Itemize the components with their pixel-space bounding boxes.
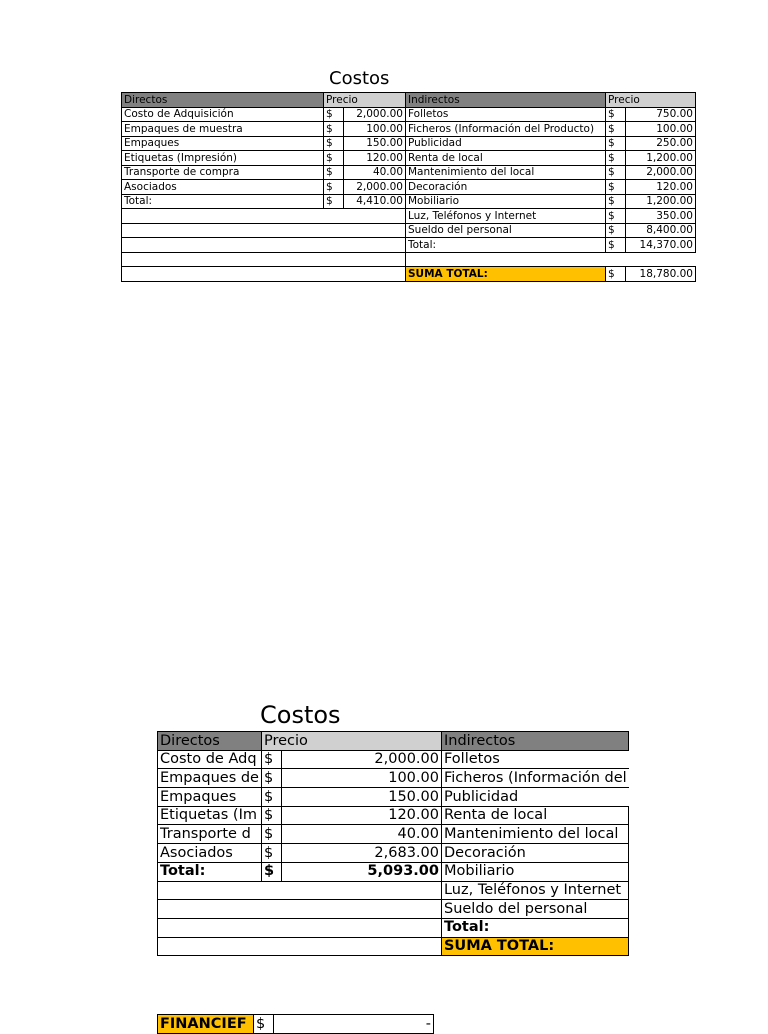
indirecto-total-label: Total:	[406, 238, 606, 253]
indirecto-label: Renta de local	[441, 806, 628, 825]
indirecto-label: Mantenimiento del local	[406, 165, 606, 180]
directo-total-value: 4,410.00	[344, 194, 406, 209]
directo-currency: $	[324, 151, 344, 166]
indirecto-value: 750.00	[626, 107, 696, 122]
directo-label: Etiquetas (Impresión)	[122, 151, 324, 166]
indirecto-total-value: 14,370.00	[626, 238, 696, 253]
table-row	[122, 136, 696, 151]
directo-label: Empaques de muestra	[122, 122, 324, 137]
top-header-row	[122, 93, 696, 108]
directo-label: Costo de Adquisición	[122, 107, 324, 122]
directo-currency: $	[324, 165, 344, 180]
suma-total-label: SUMA TOTAL:	[406, 267, 606, 282]
indirecto-label: Luz, Teléfonos y Internet	[441, 881, 628, 900]
indirecto-label: Luz, Teléfonos y Internet	[406, 209, 606, 224]
indirecto-label: Folletos	[406, 107, 606, 122]
table-row	[122, 223, 696, 238]
precio-header: Precio	[324, 93, 406, 108]
table-row	[158, 862, 629, 881]
indirecto-currency: $	[606, 107, 626, 122]
indirecto-label: Sueldo del personal	[441, 900, 628, 919]
suma-total-row	[158, 937, 629, 956]
table-row	[158, 844, 629, 863]
directo-value: 150.00	[344, 136, 406, 151]
directo-label: Empaques de	[158, 769, 262, 788]
indirecto-value: 350.00	[626, 209, 696, 224]
directo-currency: $	[324, 180, 344, 195]
indirecto-value: 1,200.00	[626, 194, 696, 209]
directo-value: 2,000.00	[344, 180, 406, 195]
directo-value: 120.00	[344, 151, 406, 166]
directo-currency: $	[261, 750, 281, 769]
directo-label: Empaques	[158, 788, 262, 807]
indirecto-value: 1,200.00	[626, 151, 696, 166]
suma-total-currency: $	[606, 267, 626, 282]
directo-currency: $	[324, 122, 344, 137]
directo-value: 120.00	[281, 806, 441, 825]
directo-value: 2,000.00	[281, 750, 441, 769]
directo-total-value: 5,093.00	[281, 862, 441, 881]
indirecto-label: Publicidad	[406, 136, 606, 151]
indirecto-currency: $	[606, 180, 626, 195]
directo-total-currency: $	[261, 862, 281, 881]
indirecto-label: Renta de local	[406, 151, 606, 166]
table-row	[122, 238, 696, 253]
directo-currency: $	[261, 788, 281, 807]
indirecto-total-currency: $	[606, 238, 626, 253]
indirectos-header: Indirectos	[441, 732, 628, 751]
top-title: Costos	[329, 68, 390, 89]
indirecto-currency: $	[606, 122, 626, 137]
indirecto-label: Mobiliario	[441, 862, 628, 881]
indirectos-header: Indirectos	[406, 93, 606, 108]
financ-label: FINANCIEF	[158, 1015, 254, 1034]
directo-label: Transporte d	[158, 825, 262, 844]
financ-value: -	[274, 1015, 434, 1034]
indirecto-label: Mantenimiento del local	[441, 825, 628, 844]
directo-label: Transporte de compra	[122, 165, 324, 180]
table-row	[122, 165, 696, 180]
directo-label: Costo de Adq	[158, 750, 262, 769]
directo-label: Etiquetas (Im	[158, 806, 262, 825]
directo-total-label: Total:	[122, 194, 324, 209]
indirecto-value: 100.00	[626, 122, 696, 137]
precio-header-2: Precio	[606, 93, 696, 108]
indirecto-currency: $	[606, 223, 626, 238]
directo-value: 2,000.00	[344, 107, 406, 122]
directo-label: Empaques	[122, 136, 324, 151]
indirecto-currency: $	[606, 151, 626, 166]
indirecto-total-label: Total:	[441, 918, 628, 937]
indirecto-label: Ficheros (Información del Producto)	[406, 122, 606, 137]
indirecto-label: Decoración	[441, 844, 628, 863]
table-row	[122, 122, 696, 137]
directo-currency: $	[261, 769, 281, 788]
directo-value: 40.00	[281, 825, 441, 844]
table-row	[158, 806, 629, 825]
bottom-header-row	[158, 732, 629, 751]
indirecto-currency: $	[606, 194, 626, 209]
indirecto-label: Sueldo del personal	[406, 223, 606, 238]
table-row	[158, 769, 629, 788]
table-row	[158, 825, 629, 844]
directo-currency: $	[261, 825, 281, 844]
precio-header: Precio	[261, 732, 441, 751]
table-row	[158, 788, 629, 807]
directo-value: 40.00	[344, 165, 406, 180]
financ-currency: $	[254, 1015, 274, 1034]
table-row	[158, 750, 629, 769]
directo-value: 100.00	[344, 122, 406, 137]
directo-label: Asociados	[122, 180, 324, 195]
directos-header: Directos	[122, 93, 324, 108]
indirecto-value: 120.00	[626, 180, 696, 195]
table-row	[158, 918, 629, 937]
directo-currency: $	[324, 107, 344, 122]
table-row	[122, 194, 696, 209]
table-row	[122, 107, 696, 122]
bottom-title: Costos	[260, 701, 341, 729]
directo-value: 150.00	[281, 788, 441, 807]
bottom-costs-table	[157, 731, 629, 956]
directo-currency: $	[261, 844, 281, 863]
indirecto-label: Decoración	[406, 180, 606, 195]
indirecto-currency: $	[606, 136, 626, 151]
indirecto-value: 8,400.00	[626, 223, 696, 238]
indirecto-currency: $	[606, 165, 626, 180]
directo-currency: $	[324, 136, 344, 151]
indirecto-currency: $	[606, 209, 626, 224]
directo-total-label: Total:	[158, 862, 262, 881]
indirecto-label: Mobiliario	[406, 194, 606, 209]
indirecto-value: 2,000.00	[626, 165, 696, 180]
top-costs-table	[121, 92, 696, 282]
suma-total-row	[122, 267, 696, 282]
directo-label: Asociados	[158, 844, 262, 863]
directo-total-currency: $	[324, 194, 344, 209]
suma-total-label: SUMA TOTAL:	[441, 937, 628, 956]
table-row	[122, 180, 696, 195]
directo-value: 100.00	[281, 769, 441, 788]
directo-currency: $	[261, 806, 281, 825]
table-row	[122, 151, 696, 166]
indirecto-label: Ficheros (Información del	[441, 769, 628, 788]
indirecto-label: Folletos	[441, 750, 628, 769]
indirecto-value: 250.00	[626, 136, 696, 151]
table-row	[158, 900, 629, 919]
table-row	[122, 209, 696, 224]
suma-total-value: 18,780.00	[626, 267, 696, 282]
table-row	[158, 881, 629, 900]
directo-value: 2,683.00	[281, 844, 441, 863]
indirecto-label: Publicidad	[441, 788, 628, 807]
directos-header: Directos	[158, 732, 262, 751]
